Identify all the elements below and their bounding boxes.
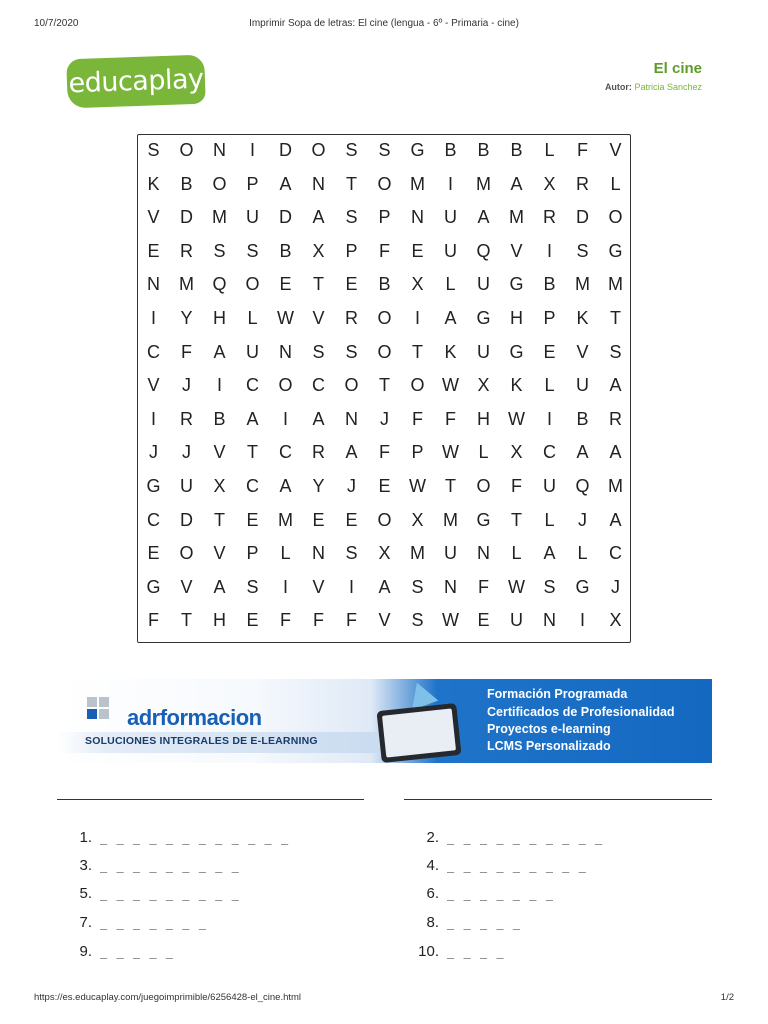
- letter-cell[interactable]: D: [279, 140, 292, 160]
- letter-cell[interactable]: V: [576, 341, 589, 362]
- banner-line: Proyectos e-learning: [487, 722, 611, 736]
- letter-cell[interactable]: L: [544, 509, 555, 530]
- letter-cell[interactable]: V: [312, 307, 325, 328]
- tablet-icon: [377, 703, 462, 763]
- page-number: 1/2: [720, 992, 734, 1003]
- banner-line: LCMS Personalizado: [487, 739, 611, 753]
- letter-cell[interactable]: E: [279, 274, 292, 295]
- answer-item[interactable]: 9. _ _ _ _ _: [79, 943, 175, 960]
- letter-cell[interactable]: T: [379, 375, 390, 396]
- letter-cell[interactable]: P: [246, 173, 259, 194]
- letter-cell[interactable]: B: [279, 240, 292, 261]
- letter-cell[interactable]: S: [213, 240, 226, 261]
- letter-cell[interactable]: I: [546, 240, 552, 261]
- letter-cell[interactable]: G: [146, 475, 161, 496]
- answer-item[interactable]: 2. _ _ _ _ _ _ _ _ _ _: [426, 829, 604, 846]
- letter-cell[interactable]: V: [510, 240, 523, 261]
- letter-cell[interactable]: M: [608, 475, 623, 496]
- letter-cell[interactable]: M: [575, 274, 590, 295]
- letter-cell[interactable]: I: [546, 408, 552, 429]
- word-search-grid: [137, 134, 633, 643]
- banner-line: Formación Programada: [487, 687, 628, 701]
- letter-cell[interactable]: E: [246, 610, 259, 631]
- letter-cell[interactable]: X: [411, 509, 424, 530]
- letter-cell[interactable]: V: [378, 610, 391, 631]
- letter-cell[interactable]: V: [147, 207, 160, 228]
- author-line: [605, 82, 702, 92]
- answer-item[interactable]: 10. _ _ _ _: [418, 943, 505, 960]
- letter-cell[interactable]: X: [543, 173, 556, 194]
- letter-cell[interactable]: N: [213, 140, 226, 160]
- letter-cell[interactable]: X: [378, 543, 391, 564]
- letter-cell[interactable]: U: [246, 341, 259, 362]
- letter-cell[interactable]: S: [246, 240, 259, 261]
- letter-cell[interactable]: S: [411, 610, 424, 631]
- letter-cell[interactable]: A: [477, 207, 490, 228]
- letter-cell[interactable]: F: [181, 341, 192, 362]
- letter-cell[interactable]: P: [345, 240, 358, 261]
- letter-cell[interactable]: L: [511, 543, 522, 564]
- letter-cell[interactable]: B: [543, 274, 556, 295]
- letter-cell[interactable]: O: [278, 375, 293, 396]
- letter-cell[interactable]: N: [147, 274, 160, 295]
- letter-cell[interactable]: T: [346, 173, 357, 194]
- letter-cell[interactable]: T: [181, 610, 192, 631]
- letter-cell[interactable]: H: [213, 307, 226, 328]
- print-date: 10/7/2020: [34, 18, 79, 29]
- letter-cell[interactable]: C: [312, 375, 325, 396]
- letter-cell[interactable]: N: [444, 576, 457, 597]
- letter-cell[interactable]: A: [609, 442, 622, 463]
- letter-cell[interactable]: X: [477, 375, 490, 396]
- letter-cell[interactable]: R: [180, 240, 193, 261]
- letter-cell[interactable]: A: [576, 442, 589, 463]
- letter-cell[interactable]: O: [476, 475, 491, 496]
- letter-cell[interactable]: Q: [575, 475, 590, 496]
- letter-cell[interactable]: W: [508, 408, 525, 429]
- letter-cell[interactable]: M: [476, 173, 491, 194]
- letter-cell[interactable]: Y: [180, 307, 193, 328]
- letter-cell[interactable]: D: [576, 207, 589, 228]
- letter-cell[interactable]: M: [179, 274, 194, 295]
- letter-cell[interactable]: V: [312, 576, 325, 597]
- letter-cell[interactable]: I: [150, 408, 156, 429]
- letter-cell[interactable]: J: [578, 509, 587, 530]
- author-label: Autor:: [604, 82, 632, 92]
- brand-square-icon: [99, 709, 109, 719]
- print-footer: [34, 992, 734, 1006]
- letter-cell[interactable]: W: [508, 576, 525, 597]
- letter-cell[interactable]: W: [442, 610, 459, 631]
- letter-cell[interactable]: O: [179, 140, 194, 160]
- letter-cell[interactable]: C: [543, 442, 556, 463]
- letter-cell[interactable]: E: [345, 274, 358, 295]
- letter-cell[interactable]: E: [312, 509, 325, 530]
- letter-cell[interactable]: R: [345, 307, 358, 328]
- adrformacion-banner[interactable]: [57, 679, 712, 763]
- letter-cell[interactable]: S: [246, 576, 259, 597]
- letter-cell[interactable]: U: [246, 207, 259, 228]
- answer-item[interactable]: 5. _ _ _ _ _ _ _ _ _: [79, 885, 240, 902]
- letter-cell[interactable]: U: [477, 341, 490, 362]
- answer-item[interactable]: 1. _ _ _ _ _ _ _ _ _ _ _ _: [79, 829, 290, 846]
- letter-cell[interactable]: F: [280, 610, 291, 631]
- letter-cell[interactable]: M: [410, 173, 425, 194]
- letter-cell[interactable]: R: [312, 442, 325, 463]
- letter-cell[interactable]: T: [412, 341, 423, 362]
- letter-cell[interactable]: V: [213, 543, 226, 564]
- letter-cell[interactable]: T: [511, 509, 522, 530]
- letter-cell[interactable]: O: [212, 173, 227, 194]
- answer-item[interactable]: 8. _ _ _ _ _: [426, 914, 522, 931]
- letter-cell[interactable]: M: [212, 207, 227, 228]
- letter-cell[interactable]: S: [411, 576, 424, 597]
- letter-cell[interactable]: Y: [312, 475, 325, 496]
- letter-cell[interactable]: T: [313, 274, 324, 295]
- letter-cell[interactable]: O: [377, 509, 392, 530]
- letter-cell[interactable]: V: [180, 576, 193, 597]
- letter-cell[interactable]: T: [445, 475, 456, 496]
- letter-cell[interactable]: X: [411, 274, 424, 295]
- letter-cell[interactable]: E: [477, 610, 490, 631]
- brand-square-icon: [99, 697, 109, 707]
- letter-cell[interactable]: O: [245, 274, 260, 295]
- letter-cell[interactable]: N: [411, 207, 424, 228]
- letter-cell[interactable]: U: [444, 543, 457, 564]
- letter-cell[interactable]: F: [379, 442, 390, 463]
- letter-cell[interactable]: R: [609, 408, 622, 429]
- letter-cell[interactable]: J: [182, 375, 191, 396]
- answer-item[interactable]: 7. _ _ _ _ _ _ _: [79, 914, 207, 931]
- letter-cell[interactable]: K: [576, 307, 589, 328]
- letter-cell[interactable]: I: [447, 173, 453, 194]
- letter-cell[interactable]: B: [444, 140, 457, 160]
- letter-cell[interactable]: V: [147, 375, 160, 396]
- letter-cell[interactable]: S: [345, 140, 358, 160]
- letter-cell[interactable]: Q: [476, 240, 491, 261]
- letter-cell[interactable]: N: [477, 543, 490, 564]
- letter-cell[interactable]: C: [147, 509, 160, 530]
- letter-cell[interactable]: M: [443, 509, 458, 530]
- letter-cell[interactable]: U: [444, 207, 457, 228]
- letter-cell[interactable]: H: [477, 408, 490, 429]
- letter-cell[interactable]: A: [279, 173, 292, 194]
- letter-cell[interactable]: E: [543, 341, 556, 362]
- letter-cell[interactable]: C: [609, 543, 622, 564]
- letter-cell[interactable]: U: [576, 375, 589, 396]
- letter-cell[interactable]: A: [444, 307, 457, 328]
- letter-cell[interactable]: R: [576, 173, 589, 194]
- letter-cell[interactable]: O: [344, 375, 359, 396]
- letter-cell[interactable]: O: [311, 140, 326, 160]
- letter-cell[interactable]: E: [378, 475, 391, 496]
- letter-cell[interactable]: U: [510, 610, 523, 631]
- letter-cell[interactable]: S: [543, 576, 556, 597]
- letter-cell[interactable]: B: [477, 140, 490, 160]
- answer-rule-right: [404, 799, 712, 800]
- letter-cell[interactable]: C: [246, 475, 259, 496]
- letter-cell[interactable]: P: [543, 307, 556, 328]
- letter-cell[interactable]: F: [445, 408, 456, 429]
- letter-cell[interactable]: U: [180, 475, 193, 496]
- letter-cell[interactable]: S: [345, 543, 358, 564]
- letter-cell[interactable]: E: [246, 509, 259, 530]
- letter-cell[interactable]: S: [345, 341, 358, 362]
- letter-cell[interactable]: W: [442, 375, 459, 396]
- letter-cell[interactable]: I: [414, 307, 420, 328]
- letter-cell[interactable]: I: [249, 140, 255, 160]
- letter-cell[interactable]: G: [509, 274, 524, 295]
- letter-cell[interactable]: U: [444, 240, 457, 261]
- letter-cell[interactable]: N: [279, 341, 292, 362]
- letter-cell[interactable]: A: [213, 576, 226, 597]
- letter-cell[interactable]: B: [510, 140, 523, 160]
- letter-cell[interactable]: F: [577, 140, 588, 160]
- letter-cell[interactable]: A: [312, 408, 325, 429]
- letter-cell[interactable]: E: [147, 240, 160, 261]
- letter-cell[interactable]: F: [412, 408, 423, 429]
- letter-cell[interactable]: U: [477, 274, 490, 295]
- letter-cell[interactable]: M: [509, 207, 524, 228]
- letter-cell[interactable]: F: [346, 610, 357, 631]
- letter-cell[interactable]: A: [543, 543, 556, 564]
- letter-cell[interactable]: Q: [212, 274, 227, 295]
- letter-cell[interactable]: A: [609, 375, 622, 396]
- letter-cell[interactable]: O: [377, 173, 392, 194]
- letter-cell[interactable]: K: [510, 375, 523, 396]
- print-header: [34, 18, 734, 32]
- letter-cell[interactable]: O: [377, 307, 392, 328]
- letter-cell[interactable]: A: [312, 207, 325, 228]
- letter-cell[interactable]: O: [410, 375, 425, 396]
- letter-cell[interactable]: O: [377, 341, 392, 362]
- letter-cell[interactable]: T: [214, 509, 225, 530]
- letter-cell[interactable]: S: [345, 207, 358, 228]
- answer-rule-left: [57, 799, 364, 800]
- letter-cell[interactable]: A: [510, 173, 523, 194]
- letter-cell[interactable]: R: [180, 408, 193, 429]
- author-name: Patricia Sanchez: [634, 82, 702, 92]
- letter-cell[interactable]: I: [216, 375, 222, 396]
- letter-cell[interactable]: K: [444, 341, 457, 362]
- answer-item[interactable]: 4. _ _ _ _ _ _ _ _ _: [426, 857, 587, 874]
- letter-cell[interactable]: C: [279, 442, 292, 463]
- letter-cell[interactable]: U: [543, 475, 556, 496]
- letter-cell[interactable]: T: [610, 307, 621, 328]
- letter-cell[interactable]: S: [147, 140, 160, 160]
- letter-cell[interactable]: N: [312, 173, 325, 194]
- letter-cell[interactable]: A: [378, 576, 391, 597]
- letter-cell[interactable]: J: [611, 576, 620, 597]
- letter-cell[interactable]: C: [147, 341, 160, 362]
- letter-cell[interactable]: J: [149, 442, 158, 463]
- letter-cell[interactable]: P: [246, 543, 259, 564]
- letter-cell[interactable]: A: [345, 442, 358, 463]
- letter-cell[interactable]: I: [150, 307, 156, 328]
- letter-cell[interactable]: W: [442, 442, 459, 463]
- page-url-link[interactable]: https://es.educaplay.com/juegoimprimible/6256428-el_cine.html: [34, 992, 302, 1003]
- letter-cell[interactable]: L: [610, 173, 621, 194]
- letter-cell[interactable]: G: [146, 576, 161, 597]
- letter-cell[interactable]: S: [609, 341, 622, 362]
- letter-cell[interactable]: J: [182, 442, 191, 463]
- letter-cell[interactable]: X: [312, 240, 325, 261]
- letter-cell[interactable]: X: [510, 442, 523, 463]
- letter-cell[interactable]: G: [410, 140, 425, 160]
- letter-cell[interactable]: J: [380, 408, 389, 429]
- letter-cell[interactable]: L: [544, 140, 555, 160]
- letter-cell[interactable]: I: [282, 408, 288, 429]
- letter-cell[interactable]: D: [279, 207, 292, 228]
- letter-cell[interactable]: O: [608, 207, 623, 228]
- letter-cell[interactable]: X: [609, 610, 622, 631]
- letter-cell[interactable]: M: [608, 274, 623, 295]
- letter-cell[interactable]: A: [246, 408, 259, 429]
- letter-cell[interactable]: W: [277, 307, 294, 328]
- letter-cell[interactable]: A: [279, 475, 292, 496]
- letter-cell[interactable]: I: [282, 576, 288, 597]
- letter-cell[interactable]: M: [410, 543, 425, 564]
- letter-cell[interactable]: B: [576, 408, 589, 429]
- letter-cell[interactable]: H: [510, 307, 523, 328]
- letter-cell[interactable]: B: [180, 173, 193, 194]
- letter-cell[interactable]: F: [148, 610, 159, 631]
- brand-square-icon: [87, 697, 97, 707]
- letter-cell[interactable]: X: [213, 475, 226, 496]
- letter-cell[interactable]: L: [577, 543, 588, 564]
- letter-cell[interactable]: P: [378, 207, 391, 228]
- letter-cell[interactable]: C: [246, 375, 259, 396]
- letter-cell[interactable]: G: [509, 341, 524, 362]
- game-title: El cine: [653, 60, 702, 77]
- banner-line: Certificados de Profesionalidad: [487, 705, 675, 719]
- letter-cell[interactable]: P: [411, 442, 424, 463]
- letter-cell[interactable]: S: [378, 140, 391, 160]
- letter-cell[interactable]: F: [379, 240, 390, 261]
- letter-cell[interactable]: L: [544, 375, 555, 396]
- letter-cell[interactable]: G: [608, 240, 623, 261]
- letter-cell[interactable]: K: [147, 173, 160, 194]
- answer-item[interactable]: 3. _ _ _ _ _ _ _ _ _: [79, 857, 240, 874]
- print-document-title: Imprimir Sopa de letras: El cine (lengua - 6º - Primaria - cine): [249, 18, 519, 29]
- letter-cell[interactable]: S: [576, 240, 589, 261]
- letter-cell[interactable]: M: [278, 509, 293, 530]
- letter-cell[interactable]: A: [213, 341, 226, 362]
- letter-cell[interactable]: E: [345, 509, 358, 530]
- letter-cell[interactable]: F: [313, 610, 324, 631]
- letter-cell[interactable]: E: [147, 543, 160, 564]
- letter-cell[interactable]: A: [609, 509, 622, 530]
- letter-cell[interactable]: L: [247, 307, 258, 328]
- letter-cell[interactable]: E: [411, 240, 424, 261]
- letter-cell[interactable]: G: [575, 576, 590, 597]
- letter-cell[interactable]: F: [511, 475, 522, 496]
- banner-tagline: SOLUCIONES INTEGRALES DE E-LEARNING: [85, 735, 318, 747]
- letter-cell[interactable]: D: [180, 207, 193, 228]
- letter-cell[interactable]: N: [345, 408, 358, 429]
- letter-cell[interactable]: L: [445, 274, 456, 295]
- letter-cell[interactable]: B: [378, 274, 391, 295]
- letter-cell[interactable]: V: [213, 442, 226, 463]
- letter-cell[interactable]: B: [213, 408, 226, 429]
- letter-cell[interactable]: V: [609, 140, 622, 160]
- letter-cell[interactable]: L: [280, 543, 291, 564]
- letter-cell[interactable]: O: [179, 543, 194, 564]
- letter-cell[interactable]: D: [180, 509, 193, 530]
- letter-cell[interactable]: R: [543, 207, 556, 228]
- letter-cell[interactable]: L: [478, 442, 489, 463]
- letter-cell[interactable]: N: [312, 543, 325, 564]
- answer-item[interactable]: 6. _ _ _ _ _ _ _: [426, 885, 554, 902]
- letter-cell[interactable]: H: [213, 610, 226, 631]
- letter-cell[interactable]: I: [348, 576, 354, 597]
- letter-cell[interactable]: N: [543, 610, 556, 631]
- letter-cell[interactable]: I: [579, 610, 585, 631]
- letter-cell[interactable]: T: [247, 442, 258, 463]
- letter-cell[interactable]: F: [478, 576, 489, 597]
- letter-cell[interactable]: S: [312, 341, 325, 362]
- letter-cell[interactable]: G: [476, 307, 491, 328]
- banner-brand: adrformacion: [127, 705, 262, 730]
- brand-square-icon: [87, 709, 97, 719]
- letter-cell[interactable]: G: [476, 509, 491, 530]
- letter-cell[interactable]: J: [347, 475, 356, 496]
- letter-cell[interactable]: W: [409, 475, 426, 496]
- educaplay-logo: educaplay: [66, 55, 206, 109]
